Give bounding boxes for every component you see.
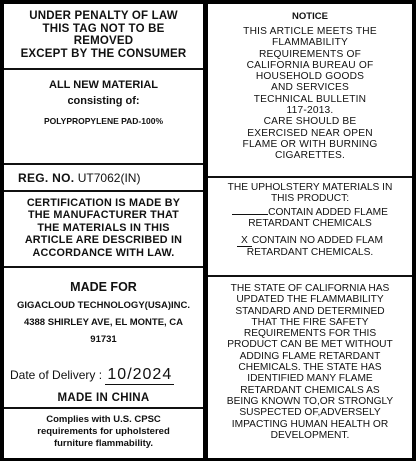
cert-line: CERTIFICATION IS MADE BY	[26, 197, 181, 209]
cert-line: THE MATERIALS IN THIS	[37, 221, 170, 234]
divider	[4, 266, 203, 268]
upholstery-line: THE UPHOLSTERY MATERIALS IN	[227, 182, 393, 193]
state-line: STANDARD AND DETERMINED	[235, 305, 385, 317]
divider	[4, 68, 203, 70]
penalty-header	[4, 10, 203, 60]
material-item: POLYPROPYLENE PAD-100%	[43, 116, 164, 126]
registration-number	[18, 171, 203, 185]
option-no-added-mark: X	[237, 235, 252, 247]
state-line: ADDING FLAME RETARDANT	[239, 350, 381, 362]
delivery-label: Date of Delivery :	[10, 368, 103, 382]
notice-line: AND SERVICES	[270, 82, 350, 94]
state-line: REQUIREMENTS FOR THIS	[243, 328, 377, 340]
address-line: GIGACLOUD TECHNOLOGY(USA)INC.	[16, 300, 191, 311]
option-no-added-text: CONTAIN NO ADDED FLAM	[251, 235, 383, 247]
reg-label: REG. NO.	[18, 171, 75, 185]
delivery-value: 10/2024	[107, 366, 173, 383]
cpsc-line: Complies with U.S. CPSC	[46, 414, 161, 425]
divider	[208, 275, 412, 277]
penalty-line: THIS TAG NOT TO BE	[42, 22, 165, 35]
state-line: BEING KNOWN TO,OR STRONGLY	[226, 395, 394, 407]
cert-line: ARTICLE ARE DESCRIBED IN	[24, 234, 183, 247]
divider	[4, 163, 203, 165]
state-line: IMPACTING HUMAN HEALTH OR	[231, 418, 389, 430]
cpsc-line: furniture flammability.	[53, 438, 154, 449]
upholstery-line: THIS PRODUCT:	[270, 193, 350, 205]
cert-line: THE MANUFACTURER THAT	[28, 209, 179, 222]
divider	[4, 190, 203, 192]
made-in-label: MADE IN CHINA	[57, 392, 150, 404]
notice-line: FLAME OR WITH BURNING	[242, 138, 378, 150]
option-added-cont: RETARDANT CHEMICALS	[248, 217, 372, 229]
state-statement	[208, 283, 412, 441]
state-line: PRODUCT CAN BE MET WITHOUT	[227, 339, 393, 351]
option-no-added-cont: RETARDANT CHEMICALS.	[246, 247, 374, 259]
notice-line: EXERCISED NEAR OPEN	[247, 127, 373, 139]
state-line: THE STATE OF CALIFORNIA HAS	[230, 283, 390, 294]
notice-text	[208, 26, 412, 162]
notice-line: FLAMMABILITY	[272, 37, 348, 49]
notice-line: CALIFORNIA BUREAU OF	[246, 59, 374, 71]
divider	[4, 407, 203, 409]
penalty-line: EXCEPT BY THE CONSUMER	[20, 47, 187, 60]
state-line: DEVELOPMENT.	[270, 429, 350, 441]
penalty-line: UNDER PENALTY OF LAW	[29, 10, 178, 22]
manufacturer-address	[4, 297, 203, 348]
notice-line: 117-2013.	[286, 105, 334, 117]
notice-line: THIS ARTICLE MEETS THE	[243, 26, 377, 37]
right-panel	[208, 4, 412, 458]
penalty-line: REMOVED	[73, 35, 134, 47]
address-line: 4388 SHIRLEY AVE, EL MONTE, CA	[23, 317, 184, 328]
notice-line: CIGARETTES.	[274, 150, 346, 162]
left-panel	[4, 4, 203, 458]
state-line: RETARDANT CHEMICALS AS	[240, 384, 380, 396]
option-added-blank	[232, 205, 268, 215]
upholstery-materials	[208, 182, 412, 259]
material-subtitle: consisting of:	[67, 95, 140, 107]
state-line: SUSPECTED OF,ADVERSELY	[239, 407, 381, 419]
cert-line: ACCORDANCE WITH LAW.	[32, 246, 175, 259]
cpsc-line: requirements for upholstered	[37, 426, 170, 437]
notice-line: HOUSEHOLD GOODS	[255, 71, 365, 83]
notice-line: REQUIREMENTS OF	[258, 48, 362, 60]
notice-line: CARE SHOULD BE	[263, 116, 357, 128]
delivery-date	[10, 366, 203, 385]
state-line: THAT THE FIRE SAFETY	[251, 316, 369, 328]
state-line: UPDATED THE FLAMMABILITY	[236, 294, 384, 306]
option-added	[208, 205, 412, 218]
state-line: IDENTIFIED MANY FLAME	[247, 373, 373, 385]
cpsc-compliance	[4, 414, 203, 450]
state-line: CHEMICALS. THE STATE HAS	[238, 362, 382, 374]
certification-text	[4, 197, 203, 259]
option-added-text: CONTAIN ADDED FLAME	[268, 206, 388, 218]
address-line: 91731	[90, 334, 117, 345]
reg-number: UT7062(IN)	[77, 171, 141, 185]
option-no-added	[208, 235, 412, 247]
made-for-label: MADE FOR	[70, 280, 137, 294]
material-title: ALL NEW MATERIAL	[49, 79, 158, 91]
notice-title: NOTICE	[292, 11, 328, 22]
notice-line: TECHNICAL BULLETIN	[253, 93, 367, 105]
divider	[208, 176, 412, 178]
